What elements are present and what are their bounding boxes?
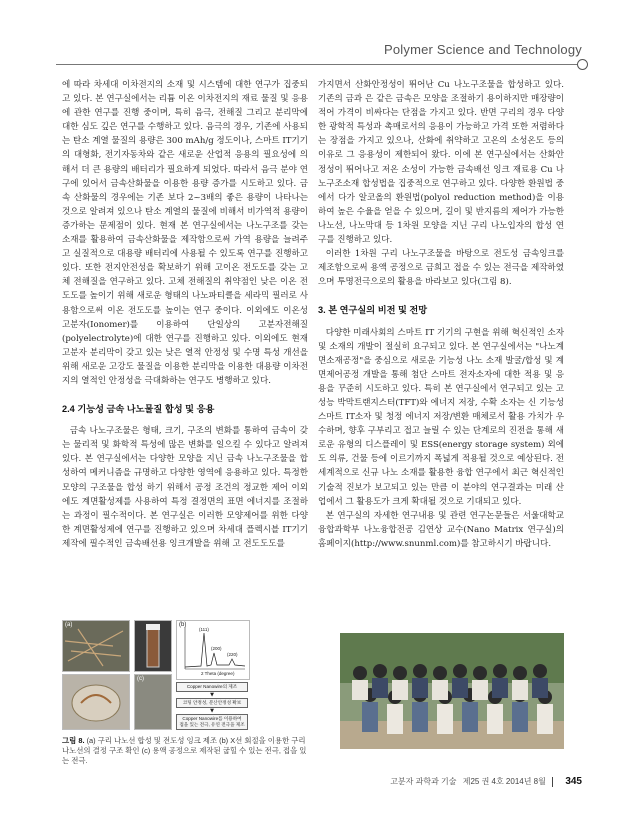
header-rule bbox=[56, 64, 578, 65]
caption-label: 그림 8. bbox=[62, 736, 85, 745]
journal-title: Polymer Science and Technology bbox=[384, 42, 582, 57]
page-footer bbox=[390, 776, 582, 787]
body-paragraph: 에 따라 차세대 이차전지의 소재 및 시스템에 대한 연구가 집중되고 있다. 본 연구실에서는 리튬 이온 이차전지의 재료 물질 및 응용에 관한 연구를 진행 중이며, 특히 음극, 전해질 그리고 분리막에 대한 심도 깊은 연구를 수행하고 있다. 음극의 경우, 기존에 사용되는 탄소 계열 물질의 용량은 300 mAh/g 정도이나, 스마트 IT기기의 대형화, 전기자동차와 같은 새로운 산업적 응용의 필요성에 의해서 더 큰 용량의 배터리가 필요하게 되었다. 따라서 음극 분야 연구에 있어서 금속산화물을 이용한 용량 증가를 시도하고 있다. 금속 산화물의 경우에는 기존 보다 2~3배의 좋은 용량이 나타나는 것으로 알려져 있으나 탄소 계열의 물질에 비해서 비가역적 용량이 증가하는 문제점이 있다. 현재 본 연구실에서는 나노구조를 갖는 소재를 활용하여 금속산화물을 제작함으로써 가역 용량을 늘려주고 실질적으로 대용량 배터리에 사용될 수 있도록 연구를 진행하고 있다. 또한 전지안전성을 확보하기 위해 고이온 전도도를 갖는 고체 전해질을 연구하고 있다. 고체 전해질의 취약점인 낮은 이온 전도도를 높이기 위해 새로운 형태의 나노파티클을 세라믹 필러로 사용함으로써 이온 전도도를 높이는 연구 중이다. 이외에도 이온성 고분자(Ionomer)를 이용하여 단일상의 고분자전해질(polyelectrolyte)에 대한 연구를 진행하고 있다. 이외에도 현재 고분자 분리막이 갖고 있는 낮은 열적 안정성 및 수명 특성 개선을 위해 새로운 고강도 물질을 이용한 분리막을 이용한 대용량 이차전지의 열적인 안정성을 극대화하는 연구도 병행하고 있다. bbox=[62, 80, 308, 386]
arrow-down-icon: ▼ bbox=[210, 708, 214, 714]
left-column bbox=[62, 78, 308, 551]
lab-group-photo bbox=[340, 633, 564, 749]
header-ornament bbox=[577, 59, 588, 70]
xrd-x-axis-label: 2 Theta (degree) bbox=[201, 671, 235, 676]
figure-8 bbox=[62, 620, 310, 730]
vial-icon bbox=[135, 621, 171, 671]
arrow-down-icon: ▼ bbox=[210, 692, 214, 698]
figure-8c-photo bbox=[134, 674, 172, 730]
body-paragraph: 금속 나노구조물은 형태, 크기, 구조의 변화를 통하여 금속이 갖는 물리적 및 화학적 특성에 많은 변화를 일으킬 수 있다고 알려져 있다. 본 연구실에서는 다양한 모양을 지닌 금속 나노구조물을 합성하여 메커니즘을 규명하고 다양한 영역에 응용하고 있다. 특정한 모양의 구조물을 합성 하기 위해서 공정 조건의 정교한 제어 이외에도 계면활성제를 사용하여 특정 결정면의 표면 에너지를 조절하는 과정이 필수적이다. 본 연구실은 이러한 모양제어를 위한 다양한 계면활성제에 연구를 진행하고 있으며 차세대 플렉시블 IT기기 제작에 필수적인 금속배선용 잉크개발을 위해 고 전도도도를 bbox=[62, 426, 308, 549]
body-paragraph: 이러한 1차원 구리 나노구조물을 바탕으로 전도성 금속잉크를 제조함으로써 용액 공정으로 금희고 접을 수 있는 전극을 제작하였으며 투명전극으로의 활용을 바라보고 있다(그림 8). bbox=[318, 249, 564, 288]
flow-step-line: 접을 있는 전극, 유연 전극을 제조 bbox=[179, 722, 245, 727]
figure-8a-photo-top bbox=[62, 620, 130, 672]
group-photo-image bbox=[340, 633, 564, 749]
body-paragraph: 본 연구실의 자세한 연구내용 및 관련 연구논문들은 서울대학교 융합과학부 나노융합전공 김연상 교수(Nano Matrix 연구실)의 홈페이지(http://www.snunml.com)를 참고하시기 바랍니다. bbox=[318, 510, 564, 549]
right-column bbox=[318, 78, 564, 551]
caption-text: (a) 구리 나노선 합성 및 전도성 잉크 제조 (b) X선 회절을 이용한 구리 나노선의 결정 구조 확인 (c) 용액 공정으로 제작된 굽힐 수 있는 전극, 접을 있는 전극. bbox=[62, 736, 307, 765]
body-paragraph: 다양한 미래사회의 스마트 IT 기기의 구현을 위해 혁신적인 소자 및 소재의 개발이 절실히 요구되고 있다. 본 연구실에서는 "나노계면소재공정"을 중심으로 새로운 기능성 나노 소재 발굴/합성 및 계면제어공정 개발을 통해 첨단 스마트 전자소자에 대한 적용 및 응용을 꾸준히 시도하고 있다. 특히 본 연구실에서 연구되고 있는 고성능 박막트랜지스터(TFT)와 에너지 저장, 수확 소자는 신 기능성 스마트 IT소자 및 청정 에너지 저장/변환 매체로서 활용 가치가 우수하며, 향후 구부리고 접고 늘릴 수 있는 단계로의 진전을 통해 새로운 유형의 디스플레이 및 ESS(energy storage system) 외에도 의류, 건물 등에 이르기까지 폭넓게 적용될 것으로 예상된다. 전 세계적으로 신규 나노 소재를 활용한 융합 연구에서 최근 혁신적인 기술적 진보가 보고되고 있는 만큼 이 분야의 연구결과는 미래 산업에서 그 활용도가 크게 확대될 것으로 기대되고 있다. bbox=[318, 327, 564, 507]
peak-label: (220) bbox=[227, 652, 238, 657]
footer-journal: 고분자 과학과 기술 bbox=[390, 777, 457, 786]
figure-8a-photo-bottom bbox=[62, 674, 130, 730]
panel-label-b: (b) bbox=[179, 622, 187, 628]
panel-label-c: (c) bbox=[137, 676, 144, 682]
nanowire-image bbox=[63, 621, 129, 671]
figure-caption bbox=[62, 736, 310, 766]
panel-label-a: (a) bbox=[65, 622, 73, 628]
section-heading: 2.4 기능성 금속 나노물질 합성 및 응용 bbox=[62, 404, 215, 415]
flow-step: 코팅 안정성, 분산안정성 확보 bbox=[176, 698, 248, 708]
footer-divider bbox=[552, 777, 553, 787]
process-flow bbox=[176, 682, 248, 730]
xrd-chart bbox=[176, 620, 250, 680]
electrode-photo bbox=[63, 675, 129, 729]
peak-label: (111) bbox=[199, 627, 209, 632]
peak-label: (200) bbox=[211, 646, 222, 651]
section-heading: 3. 본 연구실의 비전 및 전망 bbox=[318, 305, 428, 316]
flow-step bbox=[176, 714, 248, 730]
footer-volume: 제25 권 4호 2014년 8월 bbox=[462, 777, 546, 786]
flow-step: Copper Nanowire의 제조 bbox=[176, 682, 248, 692]
flow-step-line: Copper Nanowire를 이용하여 bbox=[182, 716, 242, 721]
body-paragraph: 가지면서 산화안정성이 뛰어난 Cu 나노구조물을 합성하고 있다. 기존의 금과 은 같은 금속은 모양을 조절하기 용이하지만 매장량이 적어 가격이 비싸다는 단점을 가지고 있다. 반면 구리의 경우 다양한 광학적 특성과 촉매로서의 응용이 가능하고 가격 또한 저렴하다는 장점을 가지고 있으나, 산화에 취약하고 고온의 소성온도 등의 이유로 그 응용성이 제한되어 왔다. 이에 본 연구실에서는 산화안정성이 뛰어나고 저온 소성이 가능한 금속배선 잉크 재료용 Cu 나노구조소재 합성법을 집중적으로 연구하고 있다. 다양한 환원법 중에서 다가 알코올의 환원법(polyol reduction method)을 이용하여 높은 수율을 얻을 수 있으며, 길이 및 반지름의 제어가 가능한 나노선, 나노막대 등 1차원 모양을 지닌 구리 나노입자의 합성 연구를 진행하고 있다. bbox=[318, 80, 564, 246]
ink-vial-photo bbox=[134, 620, 172, 672]
page-number: 345 bbox=[565, 776, 582, 787]
